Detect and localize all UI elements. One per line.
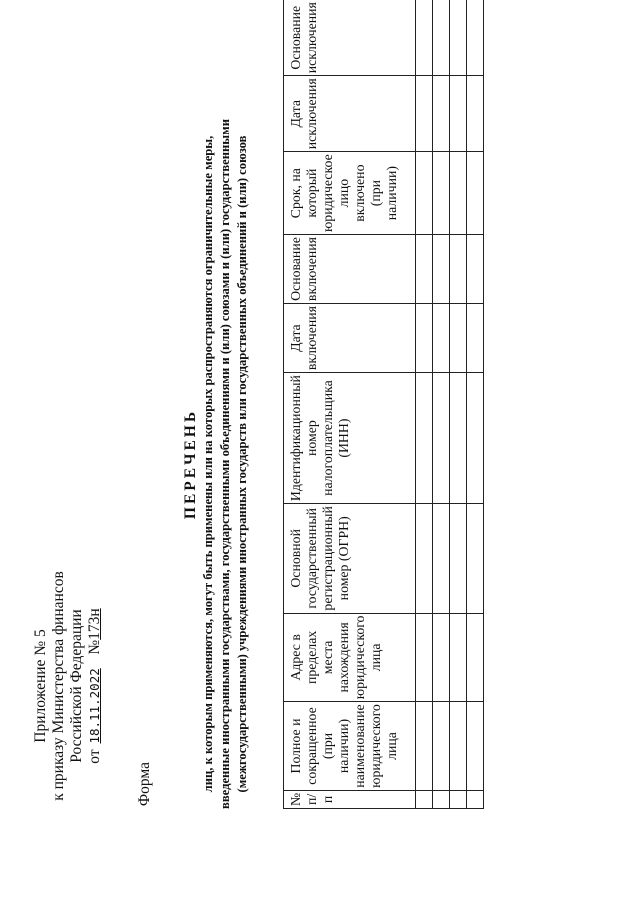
col-ogrn-header: Основной государственный регистрационный номер (ОГРН) — [284, 504, 416, 614]
col-exclusion-basis-header: Основание исключения — [284, 0, 416, 76]
col-inclusion-basis-header: Основание включения — [284, 235, 416, 304]
table-cell — [416, 790, 433, 808]
table-cell — [433, 152, 450, 235]
table-cell — [467, 152, 484, 235]
col-full-name-header: Полное и сокращенное (при наличии) наименование юридического лица — [284, 702, 416, 791]
document-title: ПЕРЕЧЕНЬ — [182, 408, 199, 520]
table-cell — [433, 76, 450, 152]
table-cell — [467, 235, 484, 304]
table-cell — [433, 613, 450, 702]
table-cell — [450, 373, 467, 504]
col-inclusion-date-header: Дата включения — [284, 304, 416, 373]
table-cell — [416, 504, 433, 614]
table-cell — [450, 504, 467, 614]
registry-table — [283, 0, 484, 809]
appendix-order: к приказу Министерства финансов — [50, 571, 67, 801]
col-term-header: Срок, на который юридическое лицо включено (при наличии) — [284, 152, 416, 235]
table-cell — [467, 304, 484, 373]
table-cell — [467, 504, 484, 614]
table-cell — [450, 304, 467, 373]
col-exclusion-date-header: Дата исключения — [284, 76, 416, 152]
appendix-number: Приложение № 5 — [32, 629, 49, 743]
table-cell — [433, 0, 450, 76]
table-cell — [467, 0, 484, 76]
order-number: 173н — [86, 608, 103, 640]
col-number-header: № п/п — [284, 790, 416, 808]
table-cell — [416, 613, 433, 702]
table-row — [467, 0, 484, 809]
table-row — [433, 0, 450, 809]
table-cell — [416, 152, 433, 235]
table-cell — [450, 702, 467, 791]
appendix-header — [32, 536, 104, 836]
table-cell — [416, 702, 433, 791]
table-cell — [467, 790, 484, 808]
table-cell — [467, 76, 484, 152]
table-cell — [450, 790, 467, 808]
table-cell — [433, 790, 450, 808]
form-label: Форма — [136, 762, 153, 807]
table-cell — [467, 702, 484, 791]
table-cell — [433, 504, 450, 614]
table-cell — [450, 152, 467, 235]
table-cell — [416, 304, 433, 373]
table-header-row — [284, 0, 416, 809]
table-cell — [450, 613, 467, 702]
document-subtitle: лиц, к которым применяются, могут быть применены или на которых распространяются ограничительные меры, введенные иностранными государствами, государственными объединениями и (или) союзами и (или) государственными (межгосударственными) учреждениями иностранных государств или государственных объединений и (или) союзов — [201, 119, 249, 809]
table-cell — [416, 235, 433, 304]
table-cell — [416, 0, 433, 76]
table-cell — [450, 235, 467, 304]
table-cell — [433, 304, 450, 373]
date-prefix: от — [86, 749, 103, 764]
table-cell — [450, 0, 467, 76]
table-cell — [467, 373, 484, 504]
col-address-header: Адрес в пределах места нахождения юридического лица — [284, 613, 416, 702]
table-cell — [433, 373, 450, 504]
table-cell — [450, 76, 467, 152]
number-prefix: № — [86, 639, 103, 655]
table-cell — [416, 373, 433, 504]
order-date: 18.11.2022 — [87, 668, 102, 744]
table-cell — [467, 613, 484, 702]
appendix-federation: Российской Федерации — [68, 609, 85, 763]
appendix-date-line — [86, 536, 104, 836]
table-row — [450, 0, 467, 809]
table-cell — [433, 235, 450, 304]
table-row — [416, 0, 433, 809]
table-cell — [416, 76, 433, 152]
col-inn-header: Идентификационный номер налогоплательщика (ИНН) — [284, 373, 416, 504]
table-cell — [433, 702, 450, 791]
